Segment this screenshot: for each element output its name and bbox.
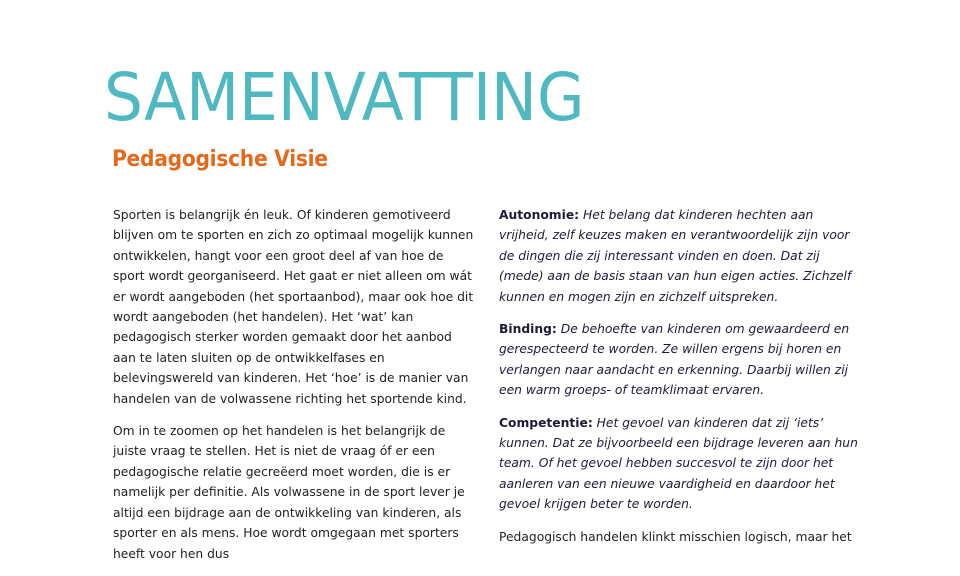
definition-binding — [499, 319, 861, 401]
left-column — [113, 205, 475, 576]
page-title: SAMENVATTING — [104, 59, 585, 136]
definition-term: Competentie: — [499, 415, 593, 430]
definition-text: Het belang dat kinderen hechten aan vrijheid, zelf keuzes maken en verantwoordelijk zijn voor de dingen die zij interessant vinden en doen. Dat zij (mede) aan de basis staan van hun eigen acties. Zichzelf kunnen en mogen zijn en zichzelf uitspreken. — [499, 208, 852, 304]
definition-text: Het gevoel van kinderen dat zij ‘iets’ kunnen. Dat ze bijvoorbeeld een bijdrage leveren aan hun team. Of het gevoel hebben succesvol te zijn door het aanleren van een nieuwe vaardigheid en daardoor het gevoel krijgen beter te worden. — [499, 415, 858, 512]
right-column — [499, 205, 861, 559]
definition-autonomie — [499, 205, 861, 307]
section-subtitle: Pedagogische Visie — [112, 147, 328, 172]
definition-term: Autonomie: — [499, 208, 580, 222]
body-paragraph: Om in te zoomen op het handelen is het belangrijk de juiste vraag te stellen. Het is niet de vraag óf er een pedagogische relatie gecreëerd moet worden, die is er namelijk per definitie. Als volwassene in de sport lever je altijd een bijdrage aan de ontwikkeling van kinderen, als sporter en als mens. Hoe wordt omgegaan met sporters heeft voor hen dus — [113, 424, 465, 561]
definition-text: De behoefte van kinderen om gewaardeerd en gerespecteerd te worden. Ze willen ergens bij horen en verlangen naar aandacht en erkenning. Daarbij willen zij een warm groeps- of teamklimaat ervaren. — [499, 322, 850, 398]
closing-paragraph: Pedagogisch handelen klinkt misschien logisch, maar het — [499, 529, 852, 544]
definition-term: Binding: — [499, 322, 557, 337]
definition-competentie — [499, 413, 861, 515]
body-paragraph: Sporten is belangrijk én leuk. Of kinderen gemotiveerd blijven om te sporten en zich zo optimaal mogelijk kunnen ontwikkelen, hangt voor een groot deel af van hoe de sport wordt georganiseerd. Het gaat er niet alleen om wát er wordt aangeboden (het sportaanbod), maar ook hoe dit wordt aangeboden (het handelen). Het ‘wat’ kan pedagogisch sterker worden gemaakt door het aanbod aan te laten sluiten op de ontwikkelfases en belevingswereld van kinderen. Het ‘hoe’ is de manier van handelen van de volwassene richting het sportende kind. — [113, 208, 474, 406]
